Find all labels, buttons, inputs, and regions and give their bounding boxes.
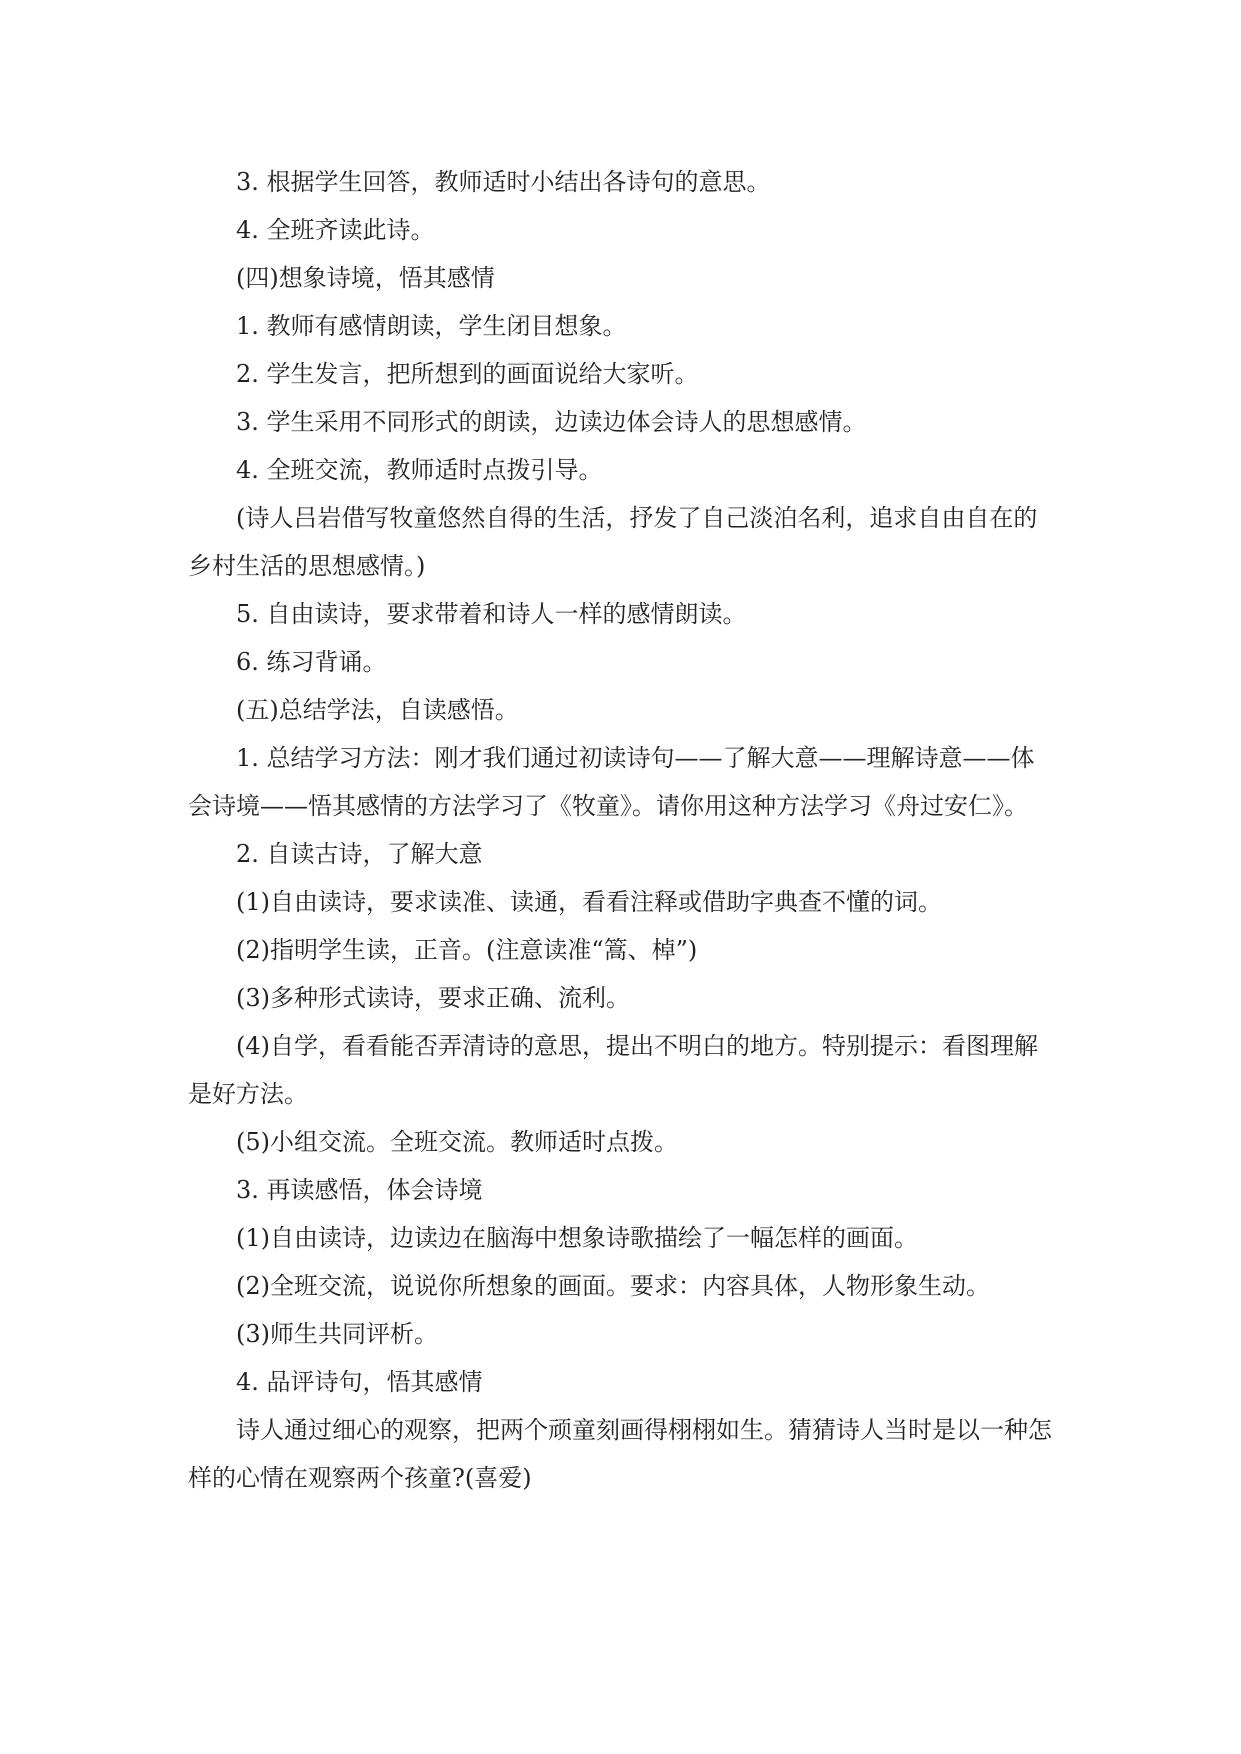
section-heading-4: (四)想象诗境，悟其感情 xyxy=(236,264,495,292)
paragraph-sub-5-group-exchange: (5)小组交流。全班交流。教师适时点拨。 xyxy=(236,1128,678,1156)
paragraph-1-method-summary: 1. 总结学习方法：刚才我们通过初读诗句——了解大意——理解诗意——体会诗境——悟其感情的方法学习了《牧童》。请你用这种方法学习《舟过安仁》。 xyxy=(188,744,1035,820)
paragraph-3-different-reading: 3. 学生采用不同形式的朗读，边读边体会诗人的思想感情。 xyxy=(236,408,867,436)
paragraph-4-read-aloud: 4. 全班齐读此诗。 xyxy=(236,216,435,244)
paragraph-sub-3-evaluate: (3)师生共同评析。 xyxy=(236,1320,438,1348)
document-body xyxy=(188,158,1056,1502)
paragraph-sub-2-describe: (2)全班交流，说说你所想象的画面。要求：内容具体，人物形象生动。 xyxy=(236,1272,990,1300)
paragraph-sub-1-free-read: (1)自由读诗，要求读准、读通，看看注释或借助字典查不懂的词。 xyxy=(236,888,942,916)
paragraph-poet-note: (诗人吕岩借写牧童悠然自得的生活，抒发了自己淡泊名利，追求自由自在的乡村生活的思想感情。) xyxy=(188,504,1038,580)
paragraph-2-student-speak: 2. 学生发言，把所想到的画面说给大家听。 xyxy=(236,360,699,388)
paragraph-sub-1-imagine: (1)自由读诗，边读边在脑海中想象诗歌描绘了一幅怎样的画面。 xyxy=(236,1224,918,1252)
paragraph-3-summary: 3. 根据学生回答，教师适时小结出各诗句的意思。 xyxy=(236,168,771,196)
paragraph-sub-4-self-study: (4)自学，看看能否弄清诗的意思，提出不明白的地方。特别提示：看图理解是好方法。 xyxy=(188,1032,1038,1108)
paragraph-sub-3-various-reading: (3)多种形式读诗，要求正确、流利。 xyxy=(236,984,630,1012)
paragraph-5-free-reading: 5. 自由读诗，要求带着和诗人一样的感情朗读。 xyxy=(236,600,747,628)
paragraph-6-recite: 6. 练习背诵。 xyxy=(236,648,387,676)
section-heading-5: (五)总结学法，自读感悟。 xyxy=(236,696,519,724)
paragraph-sub-2-correct-pronunciation: (2)指明学生读，正音。(注意读准“篙、棹”) xyxy=(236,936,698,964)
paragraph-final-question: 诗人通过细心的观察，把两个顽童刻画得栩栩如生。猜猜诗人当时是以一种怎样的心情在观察两个孩童?(喜爱) xyxy=(188,1416,1052,1492)
paragraph-4-class-exchange: 4. 全班交流，教师适时点拨引导。 xyxy=(236,456,603,484)
paragraph-3-reread: 3. 再读感悟，体会诗境 xyxy=(236,1176,483,1204)
paragraph-4-appreciate: 4. 品评诗句，悟其感情 xyxy=(236,1368,483,1396)
paragraph-1-teacher-reading: 1. 教师有感情朗读，学生闭目想象。 xyxy=(236,312,627,340)
paragraph-2-self-read: 2. 自读古诗，了解大意 xyxy=(236,840,483,868)
